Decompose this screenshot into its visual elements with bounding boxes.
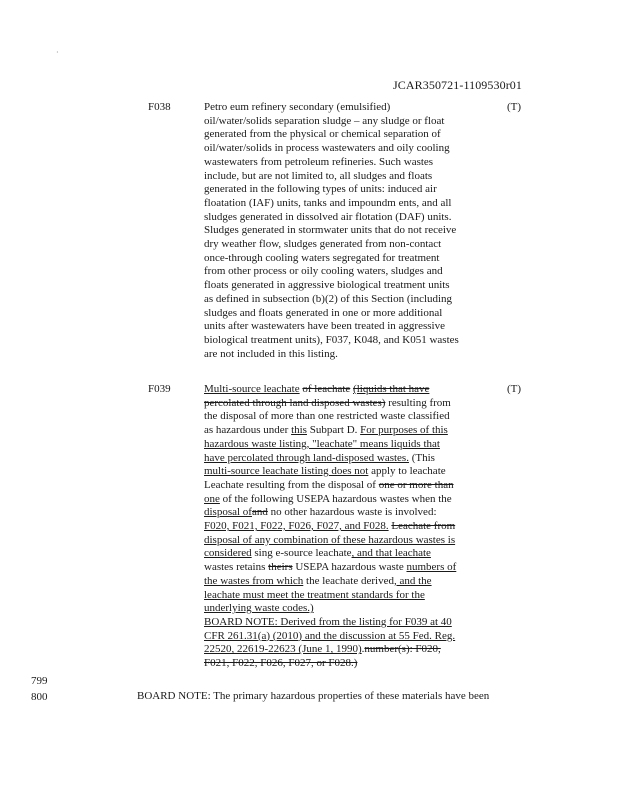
text-line: [204, 279, 486, 293]
text-segment: considered: [204, 547, 252, 560]
text-line: [204, 383, 486, 397]
text-line: [204, 101, 486, 115]
text-segment: sing e-source leachate: [251, 547, 352, 560]
text-segment: (This: [408, 451, 435, 464]
text-segment: theirs: [268, 561, 293, 574]
text-segment: (liquids that have: [353, 383, 430, 395]
text-line: [204, 293, 486, 307]
text-segment: , and the: [393, 574, 432, 587]
text-line: [204, 334, 486, 348]
text-line: [204, 506, 486, 520]
text-line: [204, 493, 486, 507]
text-line: [204, 616, 486, 630]
text-segment: disposal of: [204, 506, 252, 519]
text-segment: wastewaters from petroleum refineries. Such wastes: [204, 155, 434, 168]
hazard-code-f039: (T): [507, 383, 522, 395]
text-segment: as hazardous under: [204, 424, 292, 437]
text-segment: Multi-source leachate: [204, 383, 300, 395]
text-segment: multi-source leachate listing does not: [204, 465, 369, 478]
text-segment: of leachate: [302, 383, 351, 395]
text-segment: .: [361, 643, 365, 656]
text-line: [204, 438, 486, 452]
text-line: [204, 320, 486, 334]
text-segment: resulting from: [385, 396, 451, 409]
text-segment: the leachate derived: [303, 574, 394, 587]
text-segment: USEPA hazardous waste: [292, 561, 407, 574]
text-segment: once-through cooling waters segregated for treatment: [204, 251, 440, 264]
text-segment: sludges and floats generated in one or more additional: [204, 306, 443, 319]
text-segment: include, but are not limited to, all sludges and floats: [204, 169, 433, 182]
text-line: [204, 128, 486, 142]
text-segment: CFR 261.31(a) (2010) and the discussion at 55 Fed. Reg.: [204, 629, 456, 642]
board-note: BOARD NOTE: The primary hazardous properties of these materials have been: [137, 690, 490, 702]
text-segment: 22520, 22619-22623 (June 1, 1990): [204, 643, 362, 656]
waste-code-f038: F038: [148, 101, 171, 113]
text-line: [204, 142, 486, 156]
text-segment: units after wastewaters have been treated in aggressive: [204, 320, 445, 333]
text-line: [204, 643, 486, 657]
document-id-header: JCAR350721-1109530r01: [393, 78, 522, 92]
text-segment: no other hazardous waste is involved:: [267, 506, 437, 519]
text-segment: Leachate resulting from the disposal of: [204, 478, 379, 491]
text-segment: oil/water/solids in process wastewaters and oily cooling: [204, 142, 450, 155]
text-segment: dry weather flow, sludges generated from non-contact: [204, 238, 442, 251]
description-f039: [204, 383, 486, 671]
text-segment: BOARD NOTE: Derived from the listing for F039 at 40: [204, 615, 452, 628]
text-line: [204, 657, 486, 671]
text-segment: as defined in subsection (b)(2) of this Section (including: [204, 292, 453, 305]
text-line: [204, 534, 486, 548]
text-line: [204, 410, 486, 424]
text-line: [204, 561, 486, 575]
text-segment: disposal of any combination of these hazardous wastes is: [204, 533, 456, 546]
text-segment: from other process or oily cooling waters, sludges and: [204, 265, 443, 278]
text-segment: leachate must meet the treatment standards for the: [204, 588, 425, 601]
text-line: [204, 602, 486, 616]
text-line: [204, 252, 486, 266]
text-line: [204, 630, 486, 644]
text-line: [204, 452, 486, 466]
text-line: [204, 115, 486, 129]
text-line: [204, 238, 486, 252]
line-number-799: 799: [31, 675, 48, 687]
text-segment: oil/water/solids separation sludge – any sludge or float: [204, 114, 445, 127]
text-segment: hazardous waste listing, "leachate" means liquids that: [204, 437, 440, 450]
text-line: [204, 348, 486, 362]
text-segment: the disposal of more than one restricted waste classified: [204, 410, 450, 423]
text-line: [204, 520, 486, 534]
text-line: [204, 397, 486, 411]
description-f038: [204, 101, 486, 361]
text-segment: Leachate from: [391, 520, 456, 533]
text-segment: and: [251, 506, 268, 519]
text-line: [204, 424, 486, 438]
text-segment: , and that leachate: [351, 547, 431, 560]
text-line: [204, 589, 486, 603]
text-segment: one: [204, 492, 220, 505]
text-segment: this: [291, 424, 307, 437]
text-segment: underlying waste codes.): [204, 602, 314, 615]
text-segment: percolated through land disposed wastes): [204, 396, 386, 409]
text-line: [204, 183, 486, 197]
text-line: [204, 197, 486, 211]
text-segment: F021, F022, F026, F027, or F028.): [204, 657, 358, 670]
text-segment: Sludges generated in stormwater units that do not receive: [204, 224, 457, 237]
text-segment: one or more than: [378, 478, 454, 491]
text-segment: biological treatment units), F037, K048, and K051 wastes: [204, 333, 459, 346]
text-segment: generated in the following types of units: induced air: [204, 183, 437, 196]
text-line: [204, 170, 486, 184]
text-segment: are not included in this listing.: [204, 347, 338, 360]
text-segment: the wastes from which: [204, 574, 304, 587]
text-segment: generated from the physical or chemical separation of: [204, 128, 441, 141]
text-segment: number(s): F020,: [364, 643, 441, 656]
text-segment: floatation (IAF) units, tanks and impoundm ents, and all: [204, 196, 452, 209]
text-segment: Petro eum refinery secondary (emulsified): [204, 101, 391, 113]
text-line: [204, 307, 486, 321]
text-segment: floats generated in aggressive biological treatment units: [204, 279, 450, 292]
hazard-code-f038: (T): [507, 101, 522, 113]
text-segment: apply to leachate: [368, 465, 446, 478]
text-segment: For purposes of this: [360, 424, 448, 437]
text-segment: F020, F021, F022, F026, F027, and F028.: [204, 520, 389, 533]
text-line: [204, 547, 486, 561]
text-line: [204, 224, 486, 238]
line-number-800: 800: [31, 691, 48, 703]
waste-code-f039: F039: [148, 383, 171, 395]
page-mark: ·: [56, 48, 59, 57]
text-segment: sludges generated in dissolved air flotation (DAF) units.: [204, 210, 452, 223]
text-line: [204, 211, 486, 225]
text-line: [204, 265, 486, 279]
text-segment: numbers of: [406, 561, 457, 574]
text-line: [204, 479, 486, 493]
text-line: [204, 575, 486, 589]
text-segment: wastes retains: [204, 561, 269, 574]
text-segment: of the following USEPA hazardous wastes when the: [219, 492, 452, 505]
text-line: [204, 465, 486, 479]
text-segment: Subpart D.: [306, 424, 361, 437]
text-segment: have percolated through land-disposed wastes.: [204, 451, 409, 464]
text-line: [204, 156, 486, 170]
